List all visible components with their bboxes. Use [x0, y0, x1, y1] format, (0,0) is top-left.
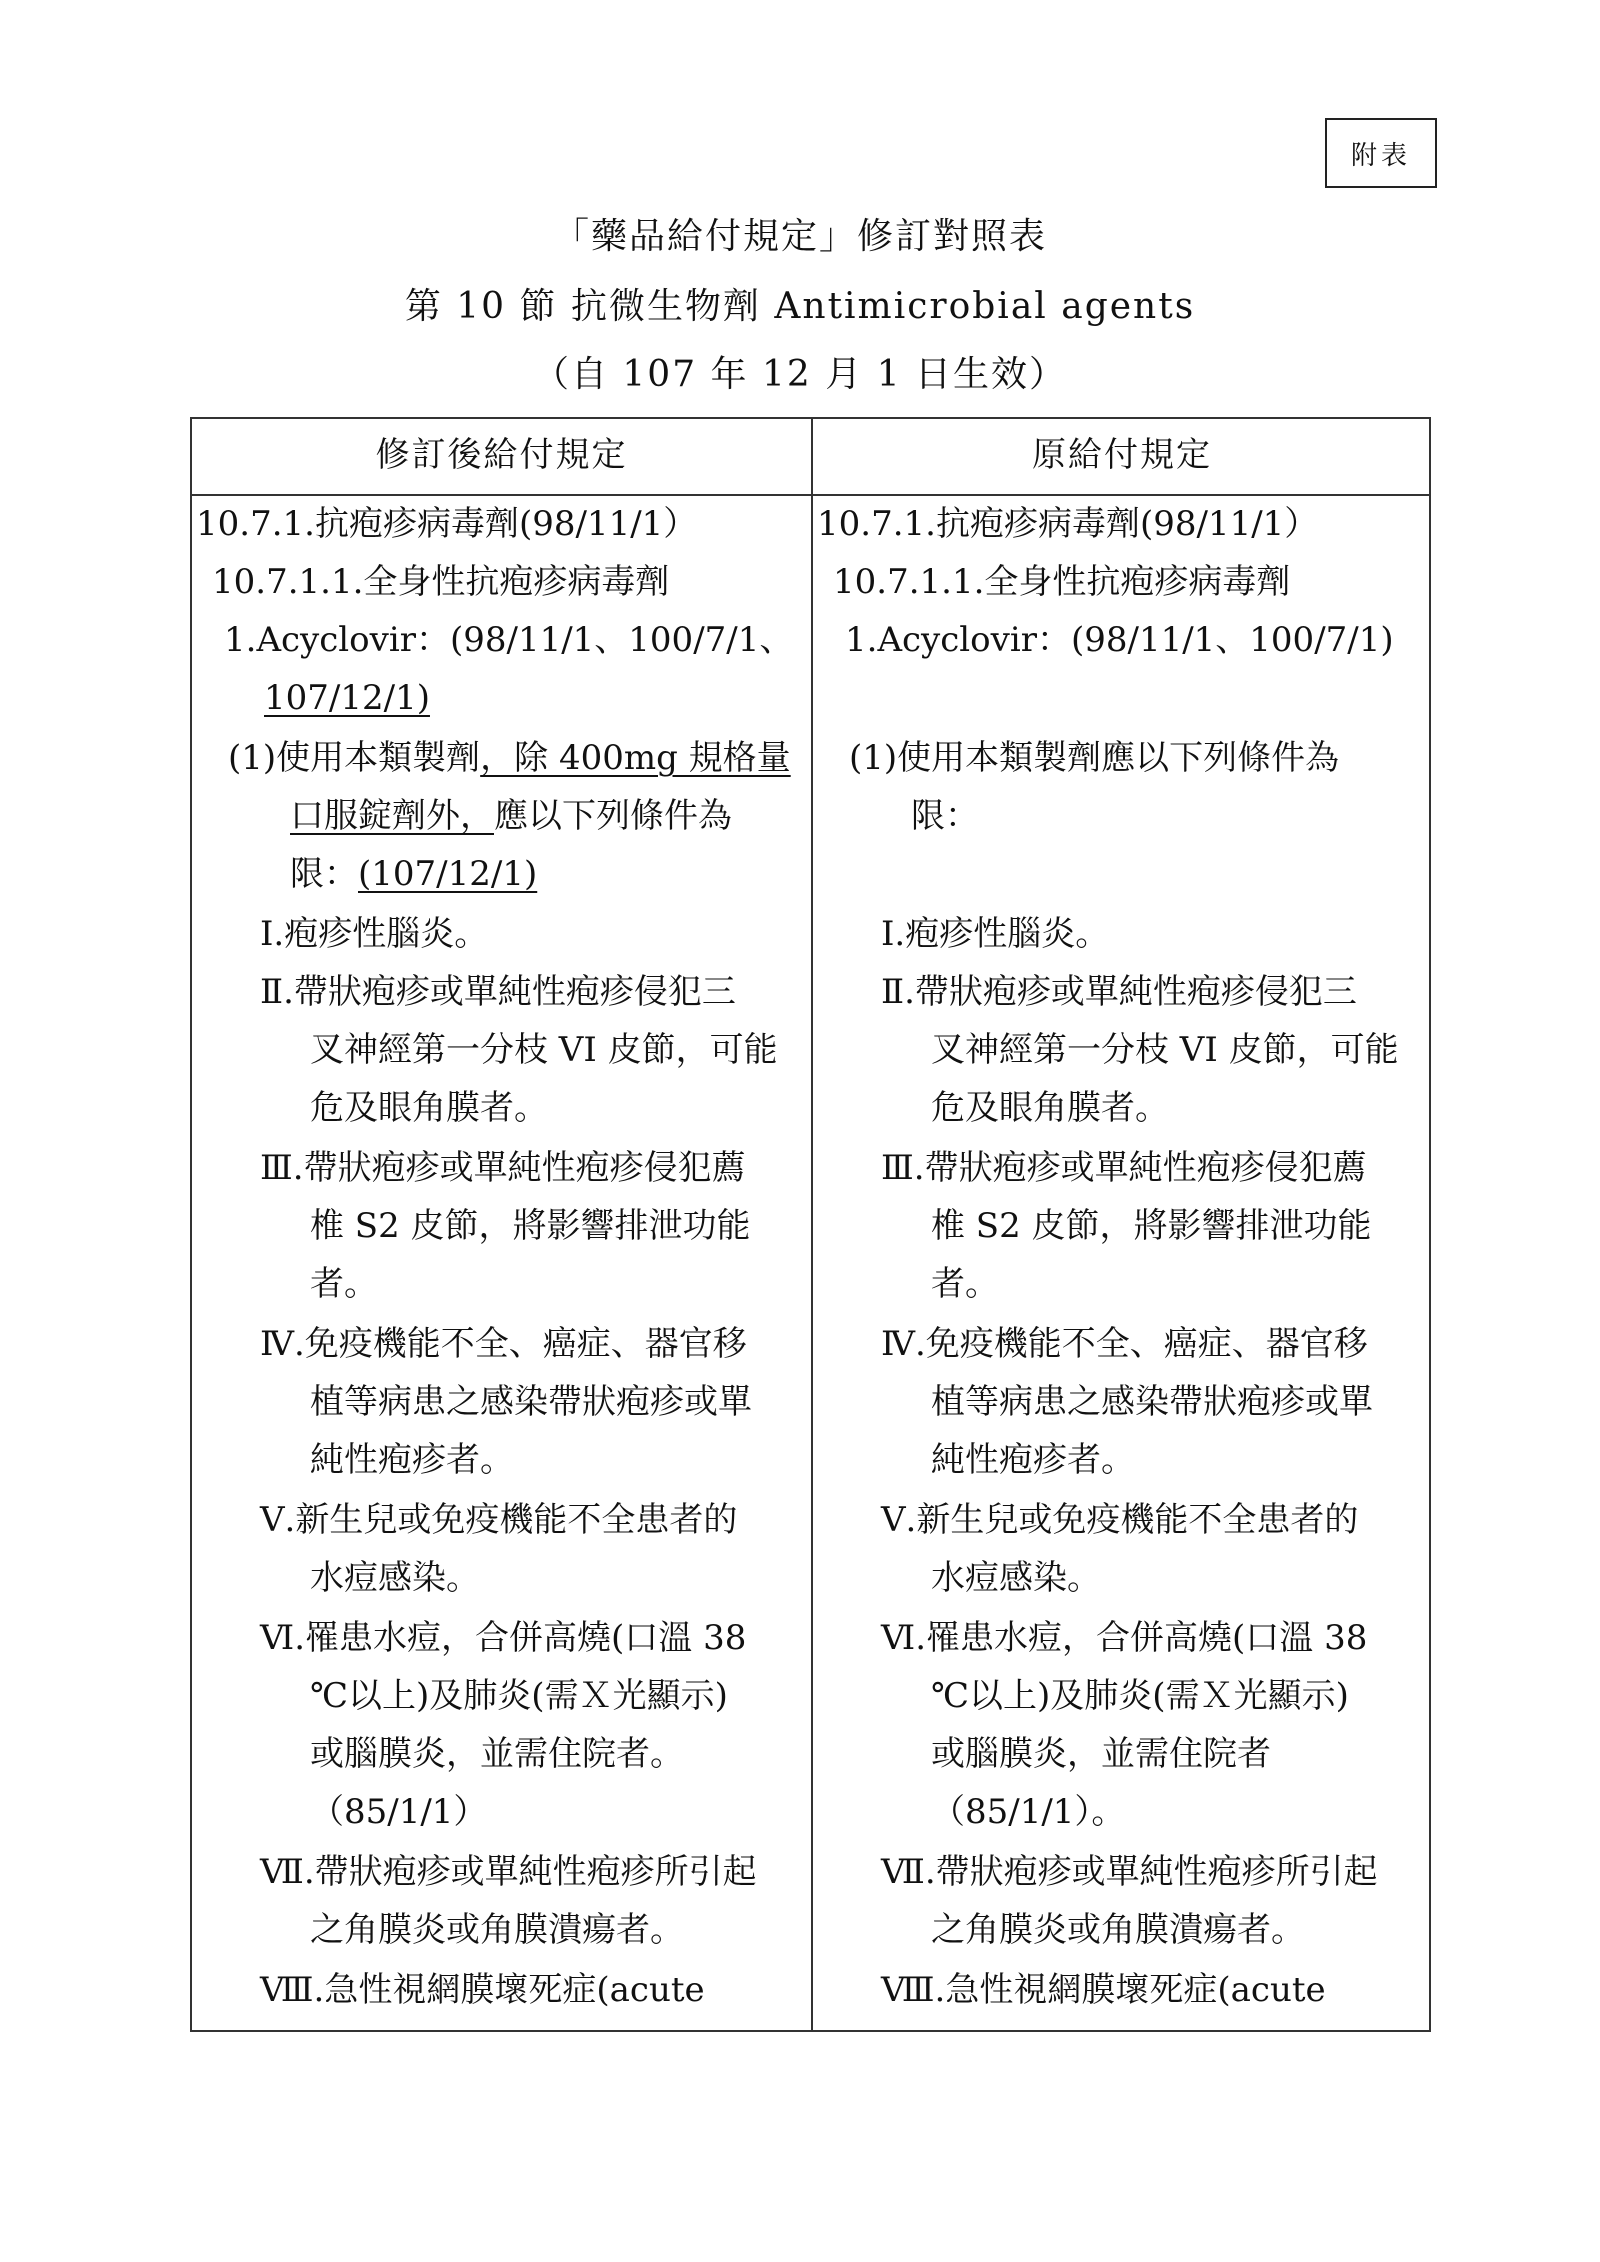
criterion-item: Ⅶ.帶狀疱疹或單純性疱疹所引起: [260, 1852, 757, 1892]
criterion-item: Ⅵ.罹患水痘，合併高燒(口溫 38: [881, 1618, 1368, 1658]
condition-text: (1)使用本類製劑: [228, 738, 481, 778]
condition-text: 限：: [290, 854, 358, 894]
amended-text: (107/12/1): [358, 854, 538, 894]
drug-item: 1.Acyclovir：(98/11/1、100/7/1): [845, 620, 1394, 660]
criterion-item: Ⅱ.帶狀疱疹或單純性疱疹侵犯三: [260, 972, 736, 1012]
header-revised: 修訂後給付規定: [375, 435, 628, 475]
condition-line: 限：: [911, 796, 979, 836]
criterion-item: Ⅲ.帶狀疱疹或單純性疱疹侵犯薦: [260, 1148, 746, 1188]
criterion-continuation: 水痘感染。: [931, 1558, 1101, 1598]
criterion-continuation: 者。: [310, 1264, 378, 1304]
criterion-continuation: 純性疱疹者。: [931, 1440, 1135, 1480]
criterion-continuation: 或腦膜炎，並需住院者。: [310, 1734, 684, 1774]
attachment-label: 附表: [1325, 118, 1437, 188]
criterion-continuation: ℃以上)及肺炎(需Ｘ光顯示): [310, 1676, 728, 1716]
criterion-continuation: 危及眼角膜者。: [931, 1088, 1169, 1128]
amended-text: 口服錠劑外，: [290, 796, 494, 836]
criterion-continuation: ℃以上)及肺炎(需Ｘ光顯示): [931, 1676, 1349, 1716]
criterion-continuation: 椎 S2 皮節，將影響排泄功能: [310, 1206, 751, 1246]
section-heading: 10.7.1.抗疱疹病毒劑(98/11/1）: [817, 504, 1319, 544]
condition-line: [228, 738, 791, 778]
header-original: 原給付規定: [1032, 435, 1212, 475]
effective-date: （自 107 年 12 月 1 日生效）: [532, 354, 1068, 395]
subsection-heading: 10.7.1.1.全身性抗疱疹病毒劑: [212, 562, 670, 602]
drug-item-date-amended: 107/12/1): [264, 678, 430, 718]
criterion-continuation: 危及眼角膜者。: [310, 1088, 548, 1128]
condition-text: 應以下列條件為: [494, 796, 732, 836]
criterion-item: Ⅰ.疱疹性腦炎。: [260, 914, 489, 954]
criterion-item: Ⅰ.疱疹性腦炎。: [881, 914, 1110, 954]
condition-line: (1)使用本類製劑應以下列條件為: [849, 738, 1340, 778]
criterion-continuation: 者。: [931, 1264, 999, 1304]
original-column: [813, 494, 1429, 2030]
drug-item: 1.Acyclovir：(98/11/1、100/7/1、: [224, 620, 794, 660]
criterion-continuation: 純性疱疹者。: [310, 1440, 514, 1480]
criterion-item: Ⅴ.新生兒或免疫機能不全患者的: [881, 1500, 1359, 1540]
condition-line: [290, 854, 537, 894]
criterion-date: （85/1/1）: [310, 1792, 488, 1832]
criterion-item: Ⅳ.免疫機能不全、癌症、器官移: [881, 1324, 1368, 1364]
revised-column: [192, 494, 809, 2030]
criterion-continuation: 叉神經第一分枝 VI 皮節，可能: [310, 1030, 778, 1070]
document-title: 「藥品給付規定」修訂對照表: [552, 216, 1047, 257]
comparison-table: [190, 417, 1431, 2032]
criterion-continuation: 植等病患之感染帶狀疱疹或單: [310, 1382, 752, 1422]
criterion-continuation: 之角膜炎或角膜潰瘍者。: [931, 1910, 1305, 1950]
criterion-item: Ⅱ.帶狀疱疹或單純性疱疹侵犯三: [881, 972, 1357, 1012]
condition-line: [290, 796, 732, 836]
criterion-item: Ⅵ.罹患水痘，合併高燒(口溫 38: [260, 1618, 747, 1658]
criterion-item: Ⅷ.急性視網膜壞死症(acute: [260, 1970, 705, 2010]
amended-text: ，除 400mg 規格量: [480, 738, 791, 778]
criterion-date: （85/1/1）。: [931, 1792, 1126, 1832]
table-header-row: [192, 419, 1429, 496]
section-heading: 10.7.1.抗疱疹病毒劑(98/11/1）: [196, 504, 698, 544]
criterion-item: Ⅴ.新生兒或免疫機能不全患者的: [260, 1500, 738, 1540]
criterion-item: Ⅲ.帶狀疱疹或單純性疱疹侵犯薦: [881, 1148, 1367, 1188]
criterion-continuation: 叉神經第一分枝 VI 皮節，可能: [931, 1030, 1399, 1070]
criterion-continuation: 植等病患之感染帶狀疱疹或單: [931, 1382, 1373, 1422]
criterion-continuation: 之角膜炎或角膜潰瘍者。: [310, 1910, 684, 1950]
criterion-item: Ⅳ.免疫機能不全、癌症、器官移: [260, 1324, 747, 1364]
subsection-heading: 10.7.1.1.全身性抗疱疹病毒劑: [833, 562, 1291, 602]
section-title: 第 10 節 抗微生物劑 Antimicrobial agents: [404, 286, 1196, 327]
criterion-continuation: 水痘感染。: [310, 1558, 480, 1598]
criterion-item: Ⅷ.急性視網膜壞死症(acute: [881, 1970, 1326, 2010]
criterion-continuation: 或腦膜炎，並需住院者: [931, 1734, 1271, 1774]
criterion-item: Ⅶ.帶狀疱疹或單純性疱疹所引起: [881, 1852, 1378, 1892]
criterion-continuation: 椎 S2 皮節，將影響排泄功能: [931, 1206, 1372, 1246]
